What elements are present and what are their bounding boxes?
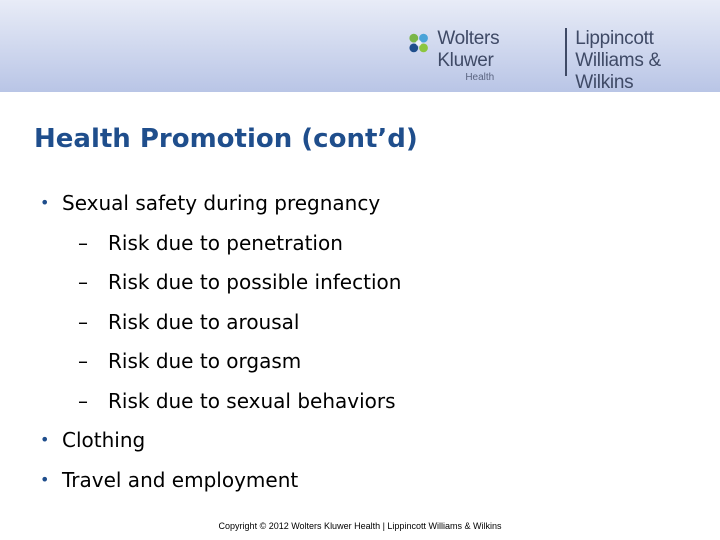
- sub-bullet-item: [78, 231, 343, 255]
- bullet-text: Sexual safety during pregnancy: [62, 191, 381, 215]
- bullet-marker: •: [40, 193, 50, 212]
- wolters-kluwer-logo-icon: [406, 30, 431, 56]
- bullet-item: [40, 428, 145, 452]
- sub-bullet-item: [78, 310, 299, 334]
- sub-bullet-text: Risk due to orgasm: [108, 349, 302, 373]
- brand-subtitle: Health: [465, 72, 495, 83]
- bullet-marker: •: [40, 470, 50, 489]
- bullet-item: [40, 191, 380, 215]
- bullet-text: Travel and employment: [62, 468, 299, 492]
- sub-bullet-marker: –: [78, 310, 88, 334]
- sub-bullet-marker: –: [78, 270, 88, 294]
- brand-name: Wolters Kluwer: [437, 28, 500, 71]
- bullet-text: Clothing: [62, 428, 146, 452]
- publisher-logo: [406, 28, 720, 93]
- bullet-marker: •: [40, 430, 50, 449]
- sub-bullet-marker: –: [78, 349, 88, 373]
- logo-divider: [565, 28, 567, 76]
- sub-bullet-marker: –: [78, 389, 88, 413]
- sub-bullet-text: Risk due to possible infection: [108, 270, 402, 294]
- sub-bullet-marker: –: [78, 231, 88, 255]
- sub-bullet-text: Risk due to penetration: [108, 231, 343, 255]
- sub-bullet-item: [78, 389, 396, 413]
- sub-bullet-text: Risk due to arousal: [108, 310, 300, 334]
- sub-bullet-text: Risk due to sexual behaviors: [108, 389, 396, 413]
- partner-name-line1: Lippincott: [575, 28, 654, 49]
- sub-bullet-item: [78, 270, 401, 294]
- slide-title: Health Promotion (cont’d): [34, 124, 418, 154]
- bullet-item: [40, 468, 298, 492]
- sub-bullet-item: [78, 349, 301, 373]
- copyright-footer: [0, 521, 720, 531]
- partner-name-line2: Williams & Wilkins: [575, 50, 661, 93]
- copyright-text: Copyright © 2012 Wolters Kluwer Health | Lippincott Williams & Wilkins: [218, 521, 502, 531]
